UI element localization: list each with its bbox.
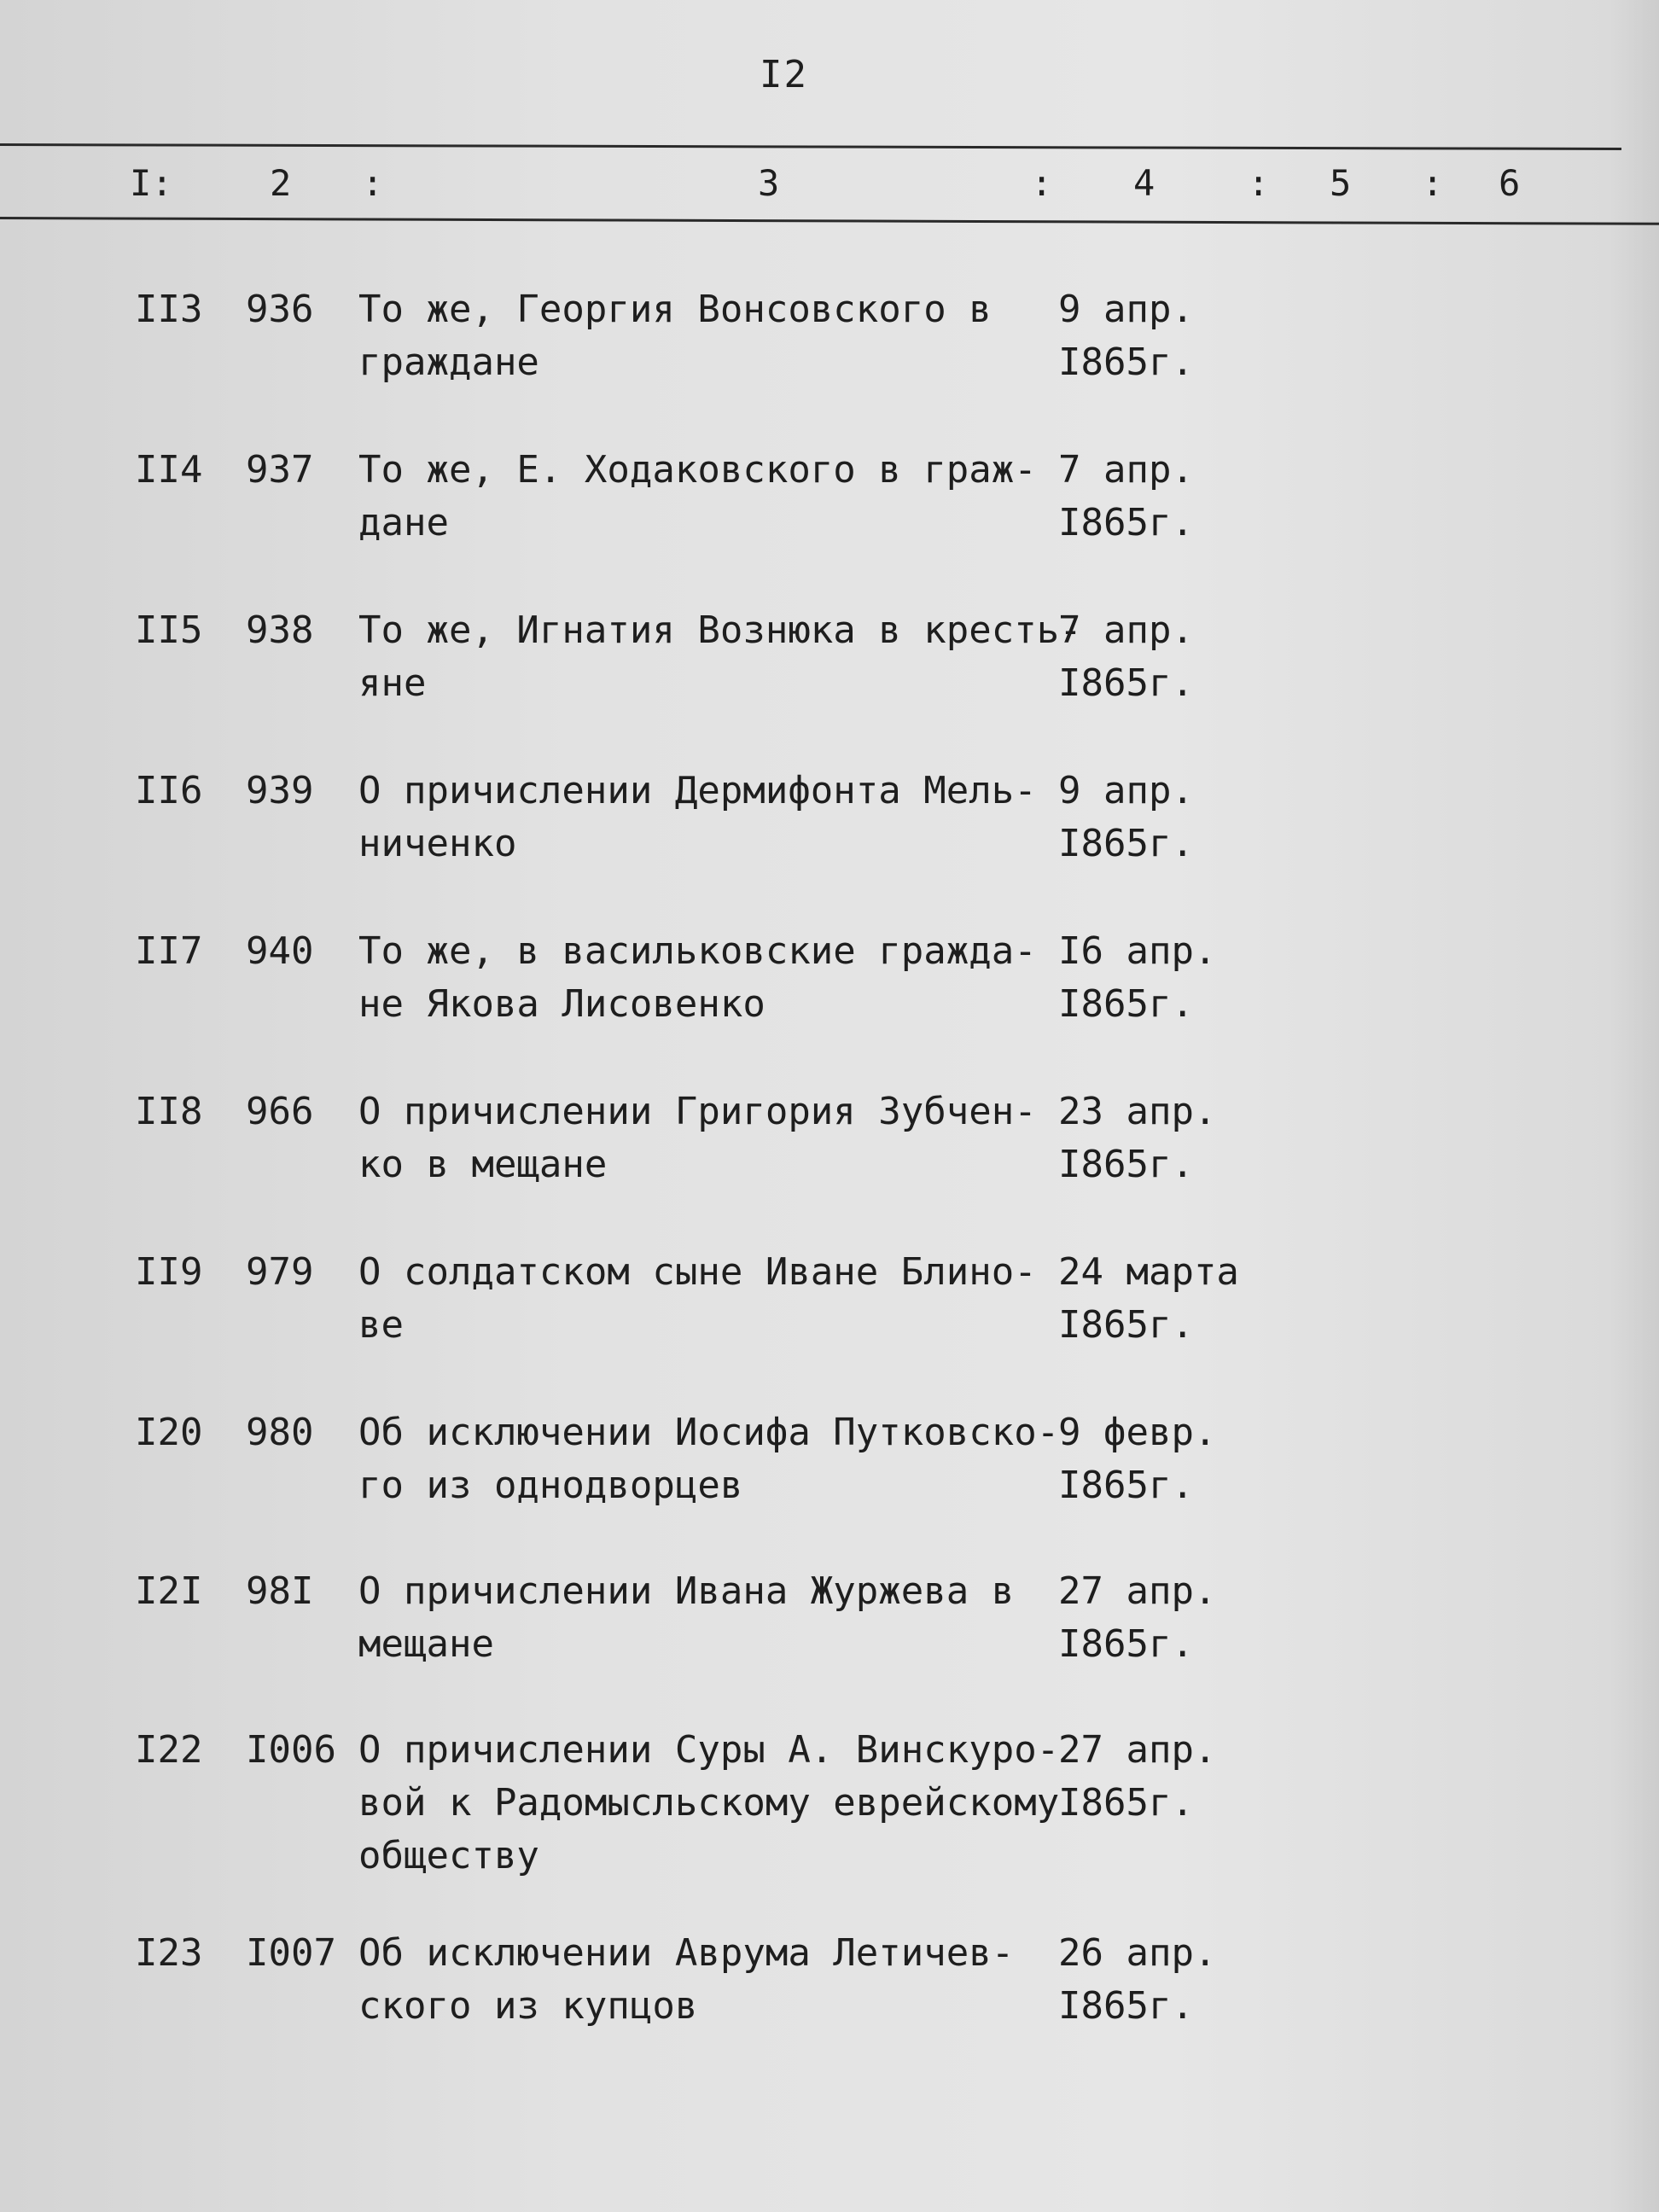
table-row bbox=[0, 1724, 1659, 1877]
row-number: II3 bbox=[135, 288, 203, 331]
row-number: I23 bbox=[135, 1931, 203, 1975]
table-row bbox=[0, 1086, 1659, 1188]
file-date: 23 апр. I865г. bbox=[1058, 1090, 1217, 1186]
file-number: 938 bbox=[246, 608, 314, 652]
file-number: I006 bbox=[246, 1728, 336, 1772]
row-number: I22 bbox=[135, 1728, 203, 1772]
table-row bbox=[0, 1565, 1659, 1668]
file-date: 9 февр. I865г. bbox=[1058, 1411, 1217, 1507]
file-date: I6 апр. I865г. bbox=[1058, 929, 1217, 1026]
row-number: I2I bbox=[135, 1569, 203, 1613]
file-number: 939 bbox=[246, 769, 314, 812]
file-number: 940 bbox=[246, 929, 314, 973]
file-date: 9 апр. I865г. bbox=[1058, 769, 1194, 865]
table-row bbox=[0, 1927, 1659, 2029]
file-title: То же, Георгия Вонсовского в граждане bbox=[358, 288, 992, 384]
header-col-6: 6 bbox=[1499, 162, 1521, 204]
file-title: О причислении Дермифонта Мель- ниченко bbox=[358, 769, 1037, 865]
header-separator: : bbox=[1422, 162, 1444, 204]
table-row bbox=[0, 1246, 1659, 1348]
file-number: 980 bbox=[246, 1411, 314, 1454]
page-number: I2 bbox=[760, 53, 808, 96]
table-row bbox=[0, 604, 1659, 707]
file-date: 26 апр. I865г. bbox=[1058, 1931, 1217, 2028]
header-col-5: 5 bbox=[1330, 162, 1352, 204]
row-number: I20 bbox=[135, 1411, 203, 1454]
header-top-rule bbox=[0, 143, 1621, 150]
file-title: То же, Игнатия Вознюка в кресть- яне bbox=[358, 608, 1082, 705]
header-col-1: I: bbox=[130, 162, 173, 204]
file-title: О причислении Ивана Журжева в мещане bbox=[358, 1569, 1015, 1666]
header-col-3: 3 bbox=[758, 162, 780, 204]
header-separator: : bbox=[1248, 162, 1270, 204]
file-number: I007 bbox=[246, 1931, 336, 1975]
table-row bbox=[0, 283, 1659, 386]
table-row bbox=[0, 765, 1659, 867]
file-number: 937 bbox=[246, 448, 314, 492]
file-number: 966 bbox=[246, 1090, 314, 1133]
file-title: То же, в васильковские гражда- не Якова Лисовенко bbox=[358, 929, 1037, 1026]
row-number: II8 bbox=[135, 1090, 203, 1133]
file-title: Об исключении Иосифа Путковско- го из однодворцев bbox=[358, 1411, 1060, 1507]
header-bottom-rule bbox=[0, 217, 1659, 225]
file-date: 9 апр. I865г. bbox=[1058, 288, 1194, 384]
header-separator: : bbox=[1031, 162, 1053, 204]
file-title: О солдатском сыне Иване Блино- ве bbox=[358, 1250, 1037, 1347]
table-row bbox=[0, 1406, 1659, 1509]
file-number: 936 bbox=[246, 288, 314, 331]
row-number: II4 bbox=[135, 448, 203, 492]
file-date: 27 апр. I865г. bbox=[1058, 1569, 1217, 1666]
header-col-4: 4 bbox=[1133, 162, 1155, 204]
file-number: 98I bbox=[246, 1569, 314, 1613]
table-row bbox=[0, 444, 1659, 546]
row-number: II7 bbox=[135, 929, 203, 973]
header-col-2: 2 bbox=[270, 162, 292, 204]
row-number: II5 bbox=[135, 608, 203, 652]
file-title: Об исключении Аврума Летичев- ского из купцов bbox=[358, 1931, 1015, 2028]
file-date: 7 апр. I865г. bbox=[1058, 448, 1194, 544]
file-number: 979 bbox=[246, 1250, 314, 1294]
row-number: II6 bbox=[135, 769, 203, 812]
file-title: О причислении Григория Зубчен- ко в мещане bbox=[358, 1090, 1037, 1186]
row-number: II9 bbox=[135, 1250, 203, 1294]
file-date: 27 апр. I865г. bbox=[1058, 1728, 1217, 1825]
header-separator: : bbox=[362, 162, 384, 204]
file-title: То же, Е. Ходаковского в граж- дане bbox=[358, 448, 1037, 544]
file-title: О причислении Суры А. Винскуро- вой к Радомысльскому еврейскому обществу bbox=[358, 1728, 1060, 1877]
table-row bbox=[0, 925, 1659, 1027]
file-date: 24 марта I865г. bbox=[1058, 1250, 1239, 1347]
file-date: 7 апр. I865г. bbox=[1058, 608, 1194, 705]
